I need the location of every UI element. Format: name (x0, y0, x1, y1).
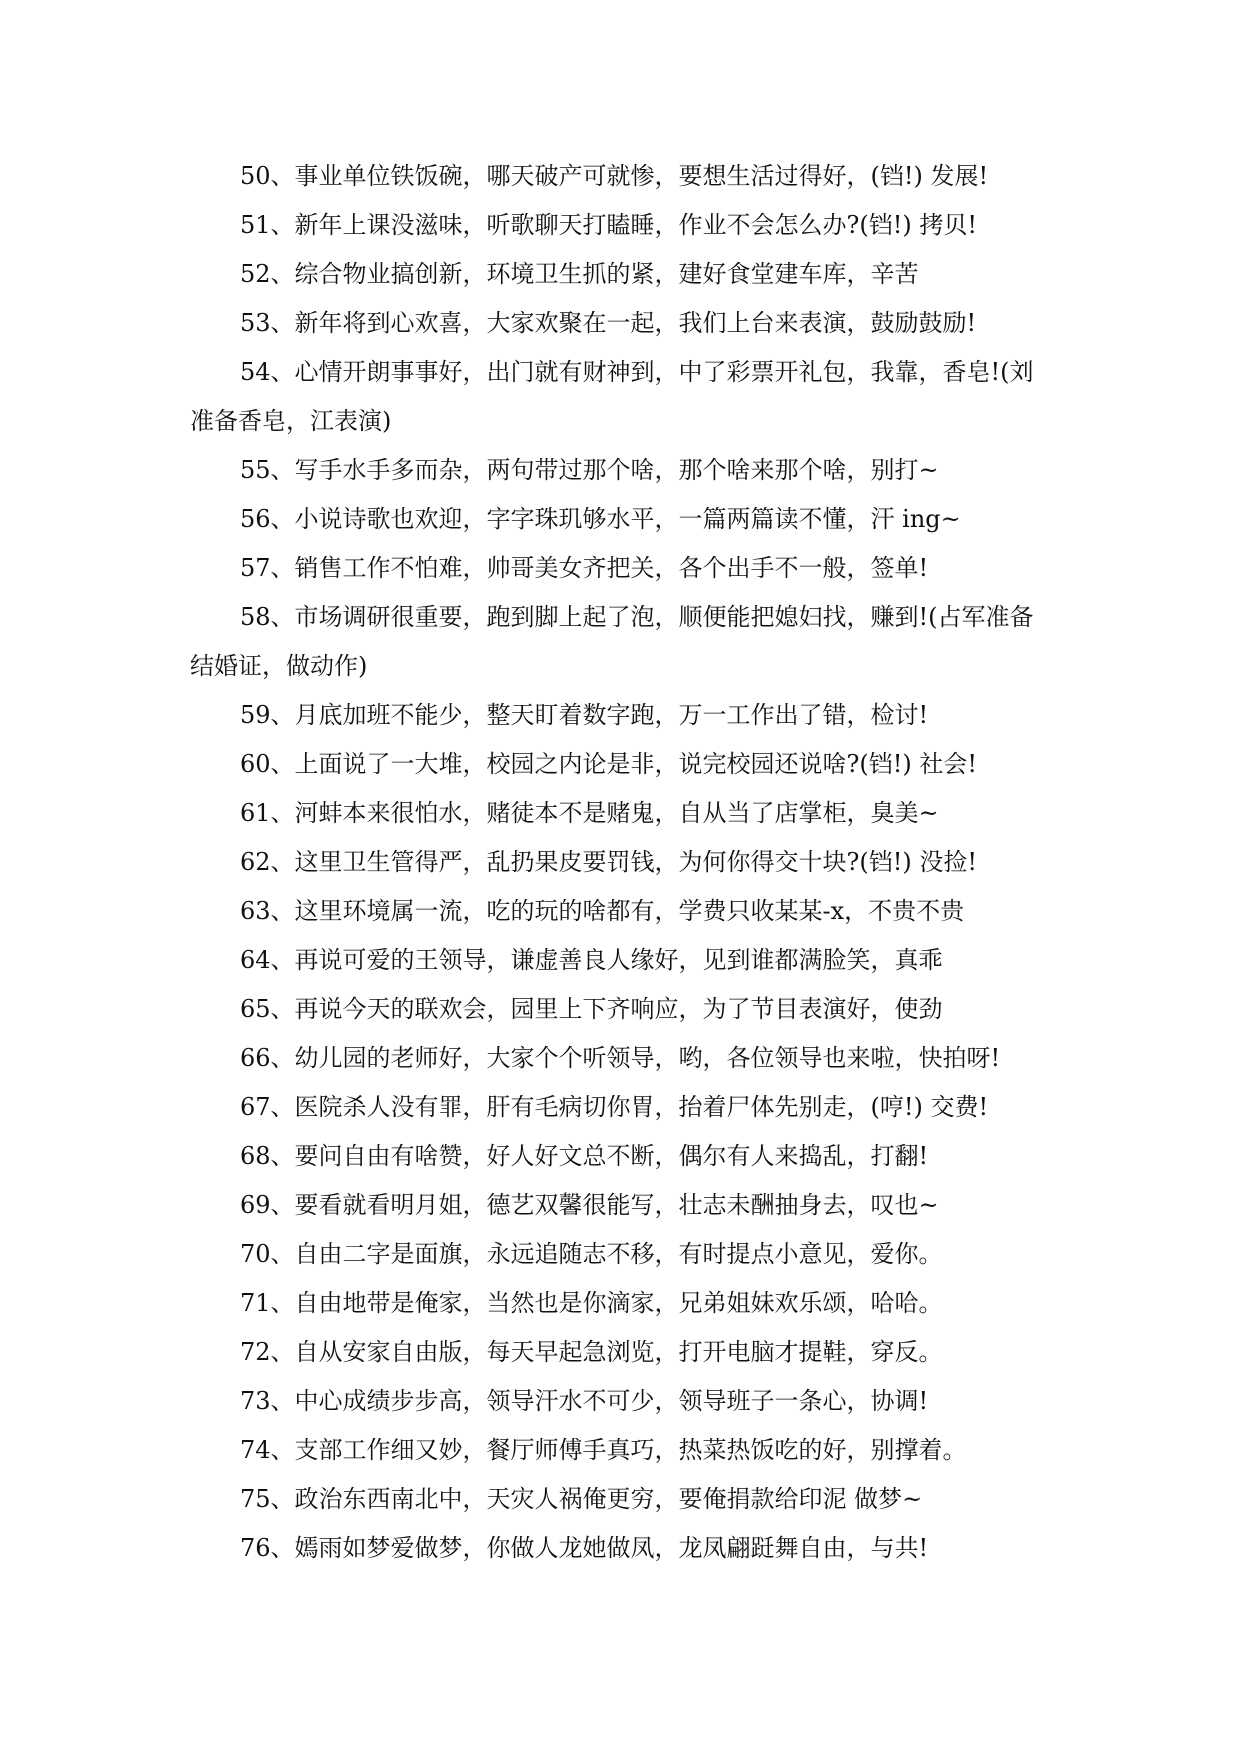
paragraph-72: 72、自从安家自由版，每天早起急浏览，打开电脑才提鞋，穿反。 (240, 1338, 943, 1366)
paragraph-73: 73、中心成绩步步高，领导汗水不可少，领导班子一条心，协调! (240, 1387, 929, 1415)
document-page (190, 152, 1050, 1573)
paragraph-64: 64、再说可爱的王领导，谦虚善良人缘好，见到谁都满脸笑，真乖 (240, 946, 943, 974)
paragraph-63: 63、这里环境属一流，吃的玩的啥都有，学费只收某某-x，不贵不贵 (240, 897, 965, 925)
paragraph-56: 56、小说诗歌也欢迎，字字珠玑够水平，一篇两篇读不懂，汗 ing~ (240, 505, 961, 533)
paragraph-65: 65、再说今天的联欢会，园里上下齐响应，为了节目表演好，使劲 (240, 995, 943, 1023)
paragraph-70: 70、自由二字是面旗，永远追随志不移，有时提点小意见，爱你。 (240, 1240, 943, 1268)
paragraph-60: 60、上面说了一大堆，校园之内论是非，说完校园还说啥?(铛!) 社会! (240, 750, 978, 778)
paragraph-59: 59、月底加班不能少，整天盯着数字跑，万一工作出了错，检讨! (240, 701, 929, 729)
paragraph-76: 76、嫣雨如梦爱做梦，你做人龙她做凤，龙凤翩跹舞自由，与共! (240, 1534, 929, 1562)
paragraph-52: 52、综合物业搞创新，环境卫生抓的紧，建好食堂建车库，辛苦 (240, 260, 919, 288)
paragraph-68: 68、要问自由有啥赞，好人好文总不断，偶尔有人来捣乱，打翻! (240, 1142, 929, 1170)
paragraph-66: 66、幼儿园的老师好，大家个个听领导，哟，各位领导也来啦，快拍呀! (240, 1044, 1001, 1072)
paragraph-75: 75、政治东西南北中，天灾人祸俺更穷，要俺捐款给印泥 做梦~ (240, 1485, 923, 1513)
paragraph-51: 51、新年上课没滋味，听歌聊天打瞌睡，作业不会怎么办?(铛!) 拷贝! (240, 211, 978, 239)
paragraph-74: 74、支部工作细又妙，餐厅师傅手真巧，热菜热饭吃的好，别撑着。 (240, 1436, 967, 1464)
paragraph-55: 55、写手水手多而杂，两句带过那个啥，那个啥来那个啥，别打~ (240, 456, 939, 484)
paragraph-69: 69、要看就看明月姐，德艺双馨很能写，壮志未酬抽身去，叹也~ (240, 1191, 939, 1219)
paragraph-61: 61、河蚌本来很怕水，赌徒本不是赌鬼，自从当了店掌柜，臭美~ (240, 799, 939, 827)
paragraph-67: 67、医院杀人没有罪，肝有毛病切你胃，抬着尸体先别走，(哼!) 交费! (240, 1093, 989, 1121)
paragraph-62: 62、这里卫生管得严，乱扔果皮要罚钱，为何你得交十块?(铛!) 没捡! (240, 848, 978, 876)
paragraph-54: 54、心情开朗事事好，出门就有财神到，中了彩票开礼包，我靠，香皂!(刘准备香皂，江表演) (190, 358, 1034, 435)
paragraph-50: 50、事业单位铁饭碗，哪天破产可就惨，要想生活过得好，(铛!) 发展! (240, 162, 989, 190)
paragraph-71: 71、自由地带是俺家，当然也是你滴家，兄弟姐妹欢乐颂，哈哈。 (240, 1289, 943, 1317)
paragraph-58: 58、市场调研很重要，跑到脚上起了泡，顺便能把媳妇找，赚到!(占军准备结婚证，做动作) (190, 603, 1034, 680)
paragraph-53: 53、新年将到心欢喜，大家欢聚在一起，我们上台来表演，鼓励鼓励! (240, 309, 977, 337)
paragraph-57: 57、销售工作不怕难，帅哥美女齐把关，各个出手不一般，签单! (240, 554, 929, 582)
